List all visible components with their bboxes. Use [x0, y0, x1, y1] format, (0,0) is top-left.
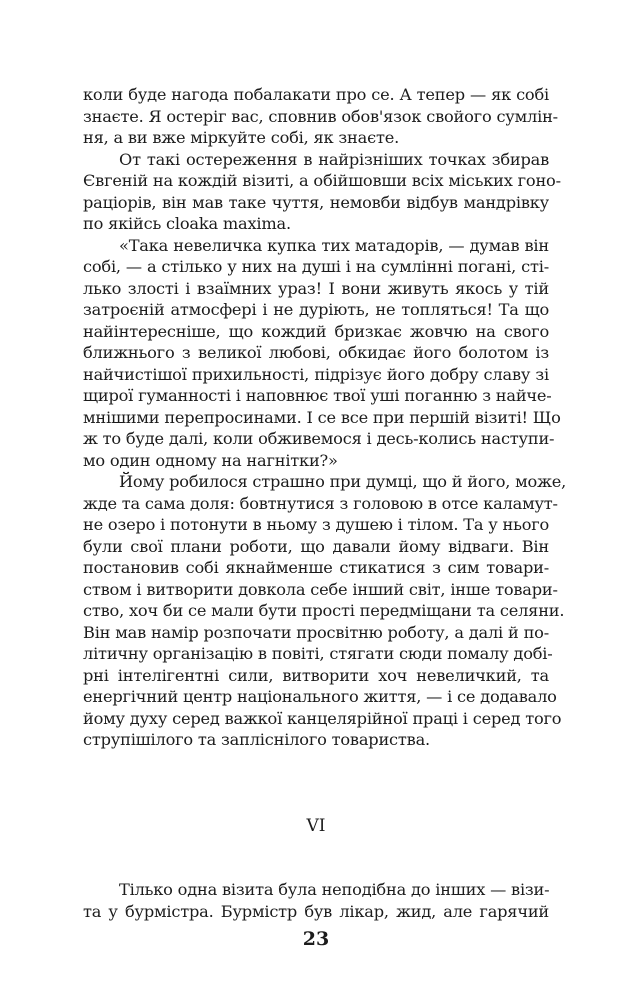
text-line: йому духу серед важкої канцелярійної праці і серед того	[83, 708, 562, 728]
text-line: мнішими перепросинами. І се все при першій візиті! Що	[83, 407, 561, 427]
paragraph	[83, 235, 561, 472]
text-line: ближнього з великої любові, обкидає його болотом із	[83, 343, 549, 362]
body-text-before-heading	[83, 84, 567, 751]
paragraph	[83, 879, 549, 922]
text-line: лько злості і взаїмних ураз! І вони живуть якось у тій	[83, 278, 549, 298]
text-line: коли буде нагода побалакати про се. А тепер — як собі	[83, 85, 549, 104]
text-line: мо один одному на нагнітки?»	[83, 450, 338, 470]
text-line: були свої плани роботи, що давали йому відваги. Він	[83, 536, 549, 556]
text-line: не озеро і потонути в ньому з душею і тілом. Та у нього	[83, 515, 550, 534]
text-line: Йому робилося страшно при думці, що й його, може,	[119, 472, 567, 491]
text-line: Він мав намір розпочати просвітню роботу, а далі й по-	[83, 622, 549, 642]
text-line: постановив собі якнайменше стикатися з сим товари-	[83, 558, 549, 577]
paragraph	[83, 471, 567, 751]
text-line: От такі остереження в найрізніших точках збирав	[119, 149, 549, 169]
text-line: та у бурмістра. Бурмістр був лікар, жид, але гарячий	[83, 901, 549, 921]
text-line: «Така невеличка купка тих матадорів, — думав він	[119, 235, 549, 255]
chapter-heading: VI	[306, 816, 326, 836]
text-line: ня, а ви вже міркуйте собі, як знаєте.	[83, 128, 400, 147]
text-line: ством і витворити довкола себе інший світ, інше товари-	[83, 579, 558, 599]
text-line: ж то буде далі, коли обживемося і десь-колись наступи-	[83, 429, 555, 448]
paragraph	[83, 149, 561, 235]
text-line: раціорів, він мав таке чуття, немовби відбув мандрівку	[83, 192, 549, 212]
paragraph	[83, 84, 558, 149]
text-line: по якійсь cloaka maxima.	[83, 214, 291, 233]
text-line: затроєній атмосфері і не дуріють, не топляться! Та що	[83, 300, 549, 319]
text-line: жде та сама доля: бовтнутися з головою в отсе каламут-	[83, 493, 558, 513]
text-line: енергічний центр національного життя, — і се додавало	[83, 687, 557, 706]
page-number: 23	[302, 928, 330, 950]
text-line: ство, хоч би се мали бути прості передміщани та селяни.	[83, 601, 565, 620]
text-line: собі, — а стілько у них на душі і на сумлінні погані, сті-	[83, 257, 549, 276]
text-line: знаєте. Я остеріг вас, сповнив обов'язок свойого сумлін-	[83, 106, 558, 126]
text-line: літичну організацію в повіті, стягати сюди помалу добі-	[83, 644, 553, 663]
text-line: рні інтелігентні сили, витворити хоч невеличкий, та	[83, 665, 549, 685]
text-line: найчистішої прихильності, підрізує його добру славу зі	[83, 364, 549, 384]
text-line: щирої гуманності і наповнює твої уші поганню з найче-	[83, 386, 552, 405]
text-line: струпішілого та запліснілого товариства.	[83, 730, 430, 749]
text-line: найінтересніше, що кождий бризкає жовчю на свого	[83, 321, 549, 341]
body-text-after-heading	[83, 879, 549, 922]
text-line: Євгеній на кождій візиті, а обійшовши всіх міських гоно-	[83, 171, 561, 190]
text-line: Тілько одна візита була неподібна до інших — візи-	[119, 880, 550, 899]
